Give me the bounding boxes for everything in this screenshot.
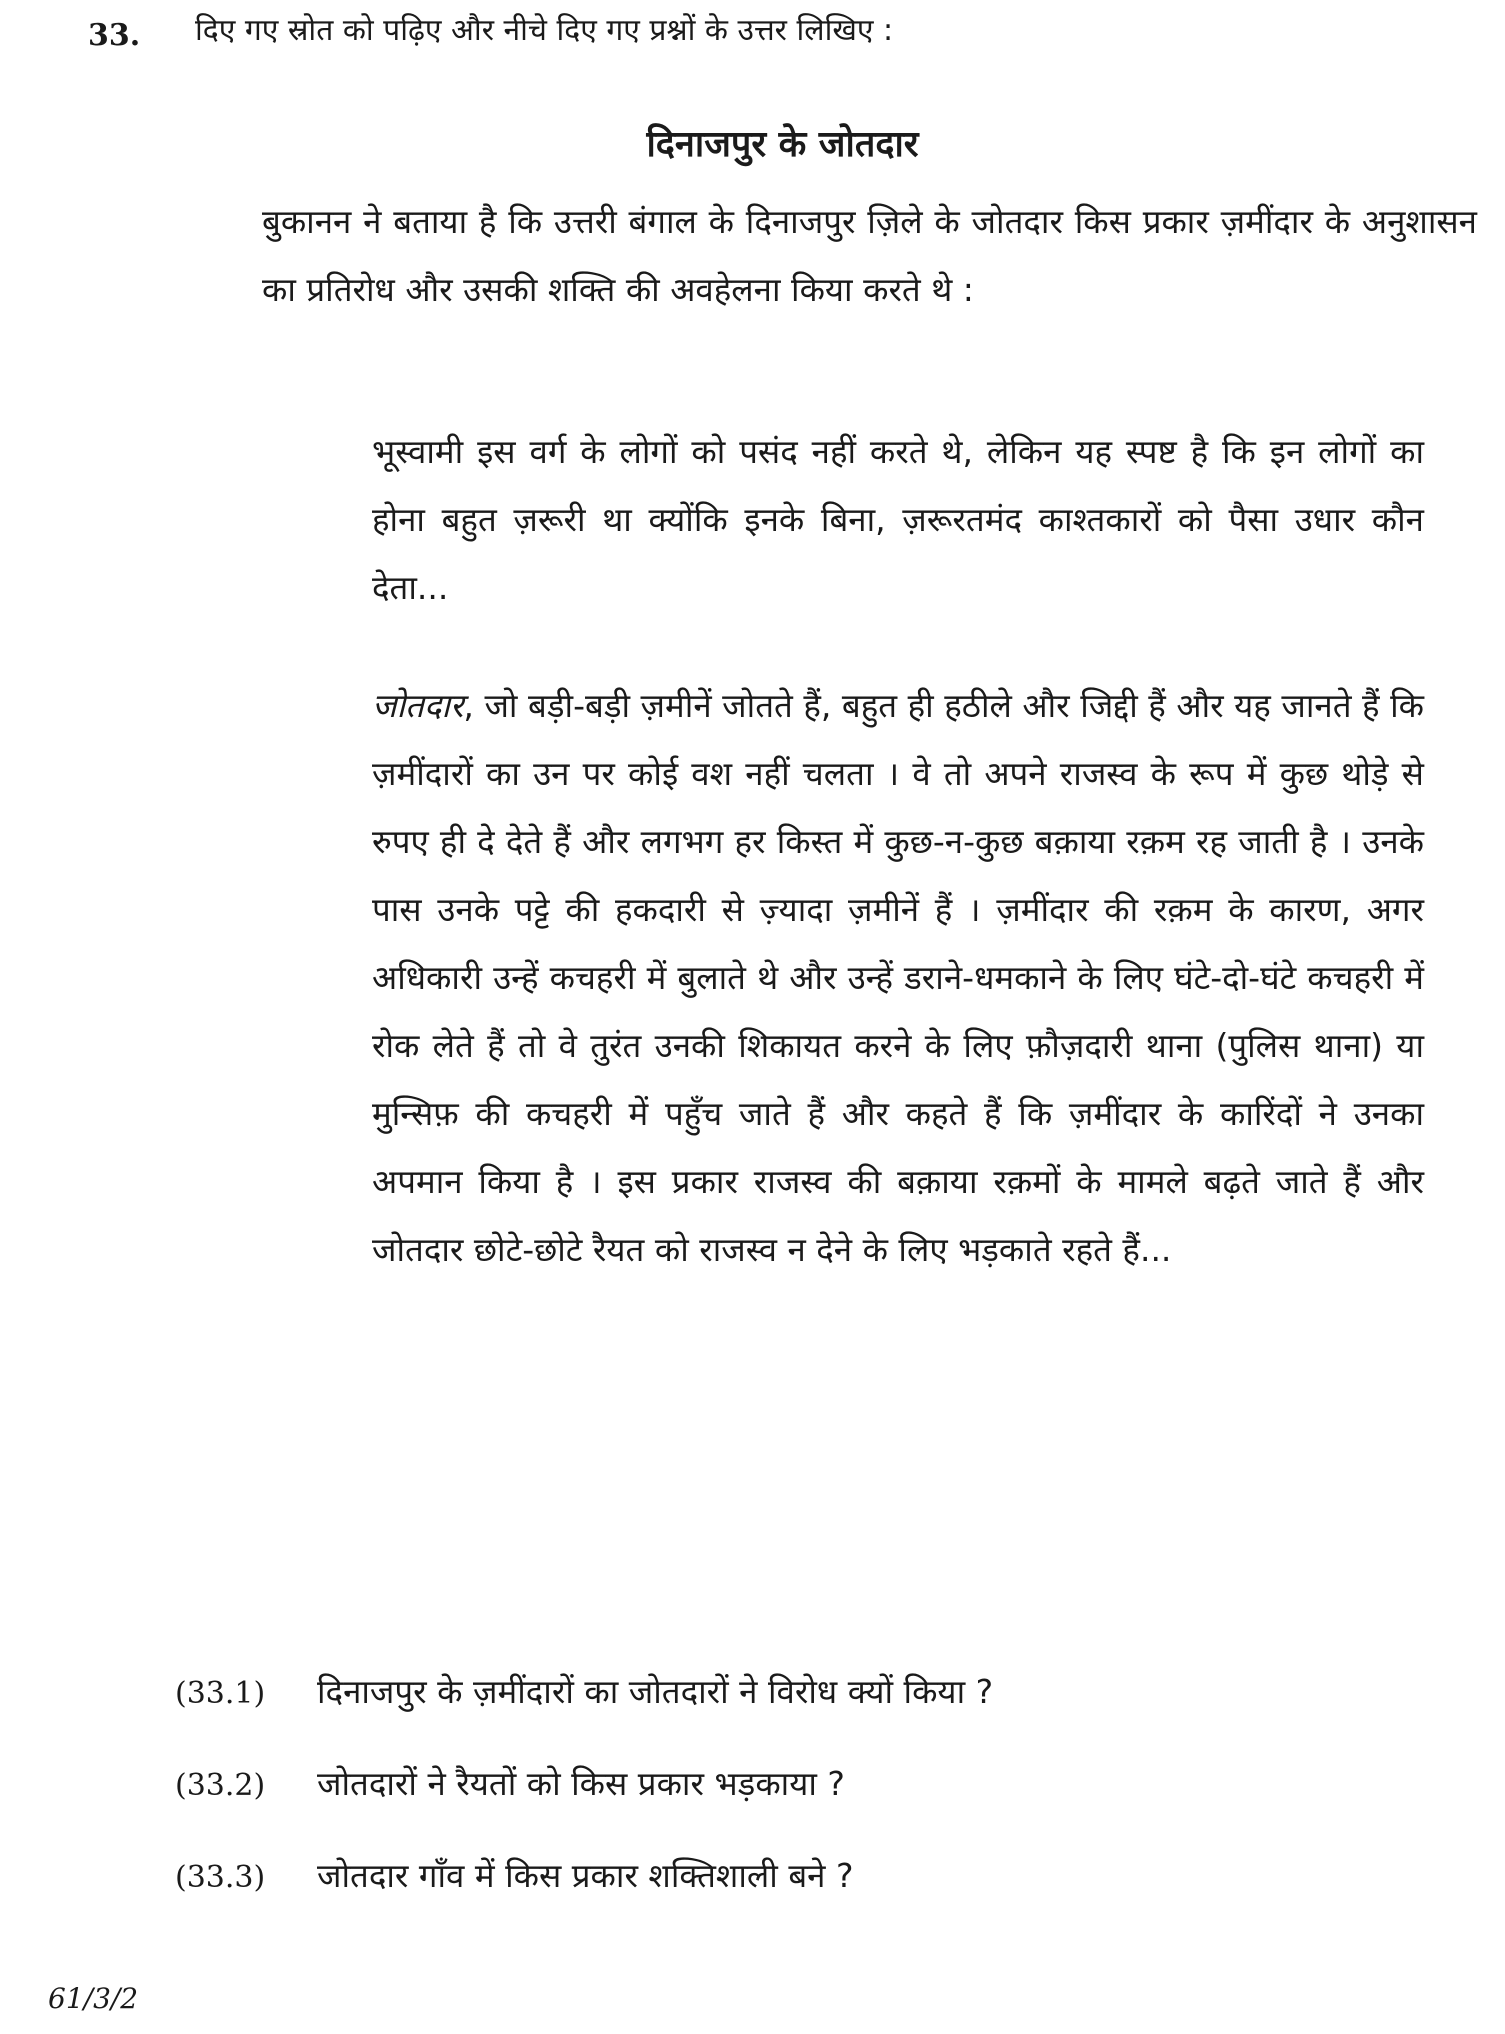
subquestion-3 [175, 1852, 1325, 1944]
source-title: दिनाजपुर के जोतदार [646, 124, 919, 165]
subquestion-text: जोतदार गाँव में किस प्रकार शक्तिशाली बने ? [317, 1856, 854, 1895]
quote-paragraph-2-body: , जो बड़ी-बड़ी ज़मीनें जोतते हैं, बहुत ही हठीले और जिद्दी हैं और यह जानते हैं कि ज़मींदारों का उन पर कोई वश नहीं चलता । वे तो अपने राजस्व के रूप में कुछ थोड़े से रुपए ही दे देते हैं और लगभग हर किस्त में कुछ-न-कुछ बक़ाया रक़म रह जाती है । उनके पास उनके पट्टे की हकदारी से ज़्यादा ज़मीनें हैं । ज़मींदार की रक़म के कारण, अगर अधिकारी उन्हें कचहरी में बुलाते थे और उन्हें डराने-धमकाने के लिए घंटे-दो-घंटे कचहरी में रोक लेते हैं तो वे तुरंत उनकी शिकायत करने के लिए फ़ौज़दारी थाना (पुलिस थाना) या मुन्सिफ़ की कचहरी में पहुँच जाते हैं और कहते हैं कि ज़मींदार के कारिंदों ने उनका अपमान किया है । इस प्रकार राजस्व की बक़ाया रक़मों के मामले बढ़ते जाते हैं और जोतदार छोटे-छोटे रैयत को राजस्व न देने के लिए भड़काते रहते हैं... [372, 686, 1424, 1269]
question-instruction: दिए गए स्रोत को पढ़िए और नीचे दिए गए प्रश्नों के उत्तर लिखिए : [195, 13, 894, 48]
source-quote-paragraph-2 [372, 672, 1424, 1284]
paper-code: 61/3/2 [48, 1982, 139, 2015]
quote-term-jotedar: जोतदार [372, 686, 464, 725]
subquestion-text: दिनाजपुर के ज़मींदारों का जोतदारों ने विरोध क्यों किया ? [317, 1672, 994, 1711]
subquestion-number: (33.1) [175, 1676, 266, 1711]
subquestion-list [175, 1668, 1325, 1944]
question-number: 33. [88, 18, 141, 53]
subquestion-1 [175, 1668, 1325, 1760]
source-quote-paragraph-1: भूस्वामी इस वर्ग के लोगों को पसंद नहीं करते थे, लेकिन यह स्पष्ट है कि इन लोगों का होना बहुत ज़रूरी था क्योंकि इनके बिना, ज़रूरतमंद काश्तकारों को पैसा उधार कौन देता... [372, 432, 1424, 607]
source-intro: बुकानन ने बताया है कि उत्तरी बंगाल के दिनाजपुर ज़िले के जोतदार किस प्रकार ज़मींदार के अनुशासन का प्रतिरोध और उसकी शक्ति की अवहेलना किया करते थे : [262, 202, 1477, 309]
subquestion-text: जोतदारों ने रैयतों को किस प्रकार भड़काया ? [317, 1764, 845, 1803]
subquestion-number: (33.2) [175, 1768, 266, 1803]
subquestion-2 [175, 1760, 1325, 1852]
subquestion-number: (33.3) [175, 1860, 266, 1895]
